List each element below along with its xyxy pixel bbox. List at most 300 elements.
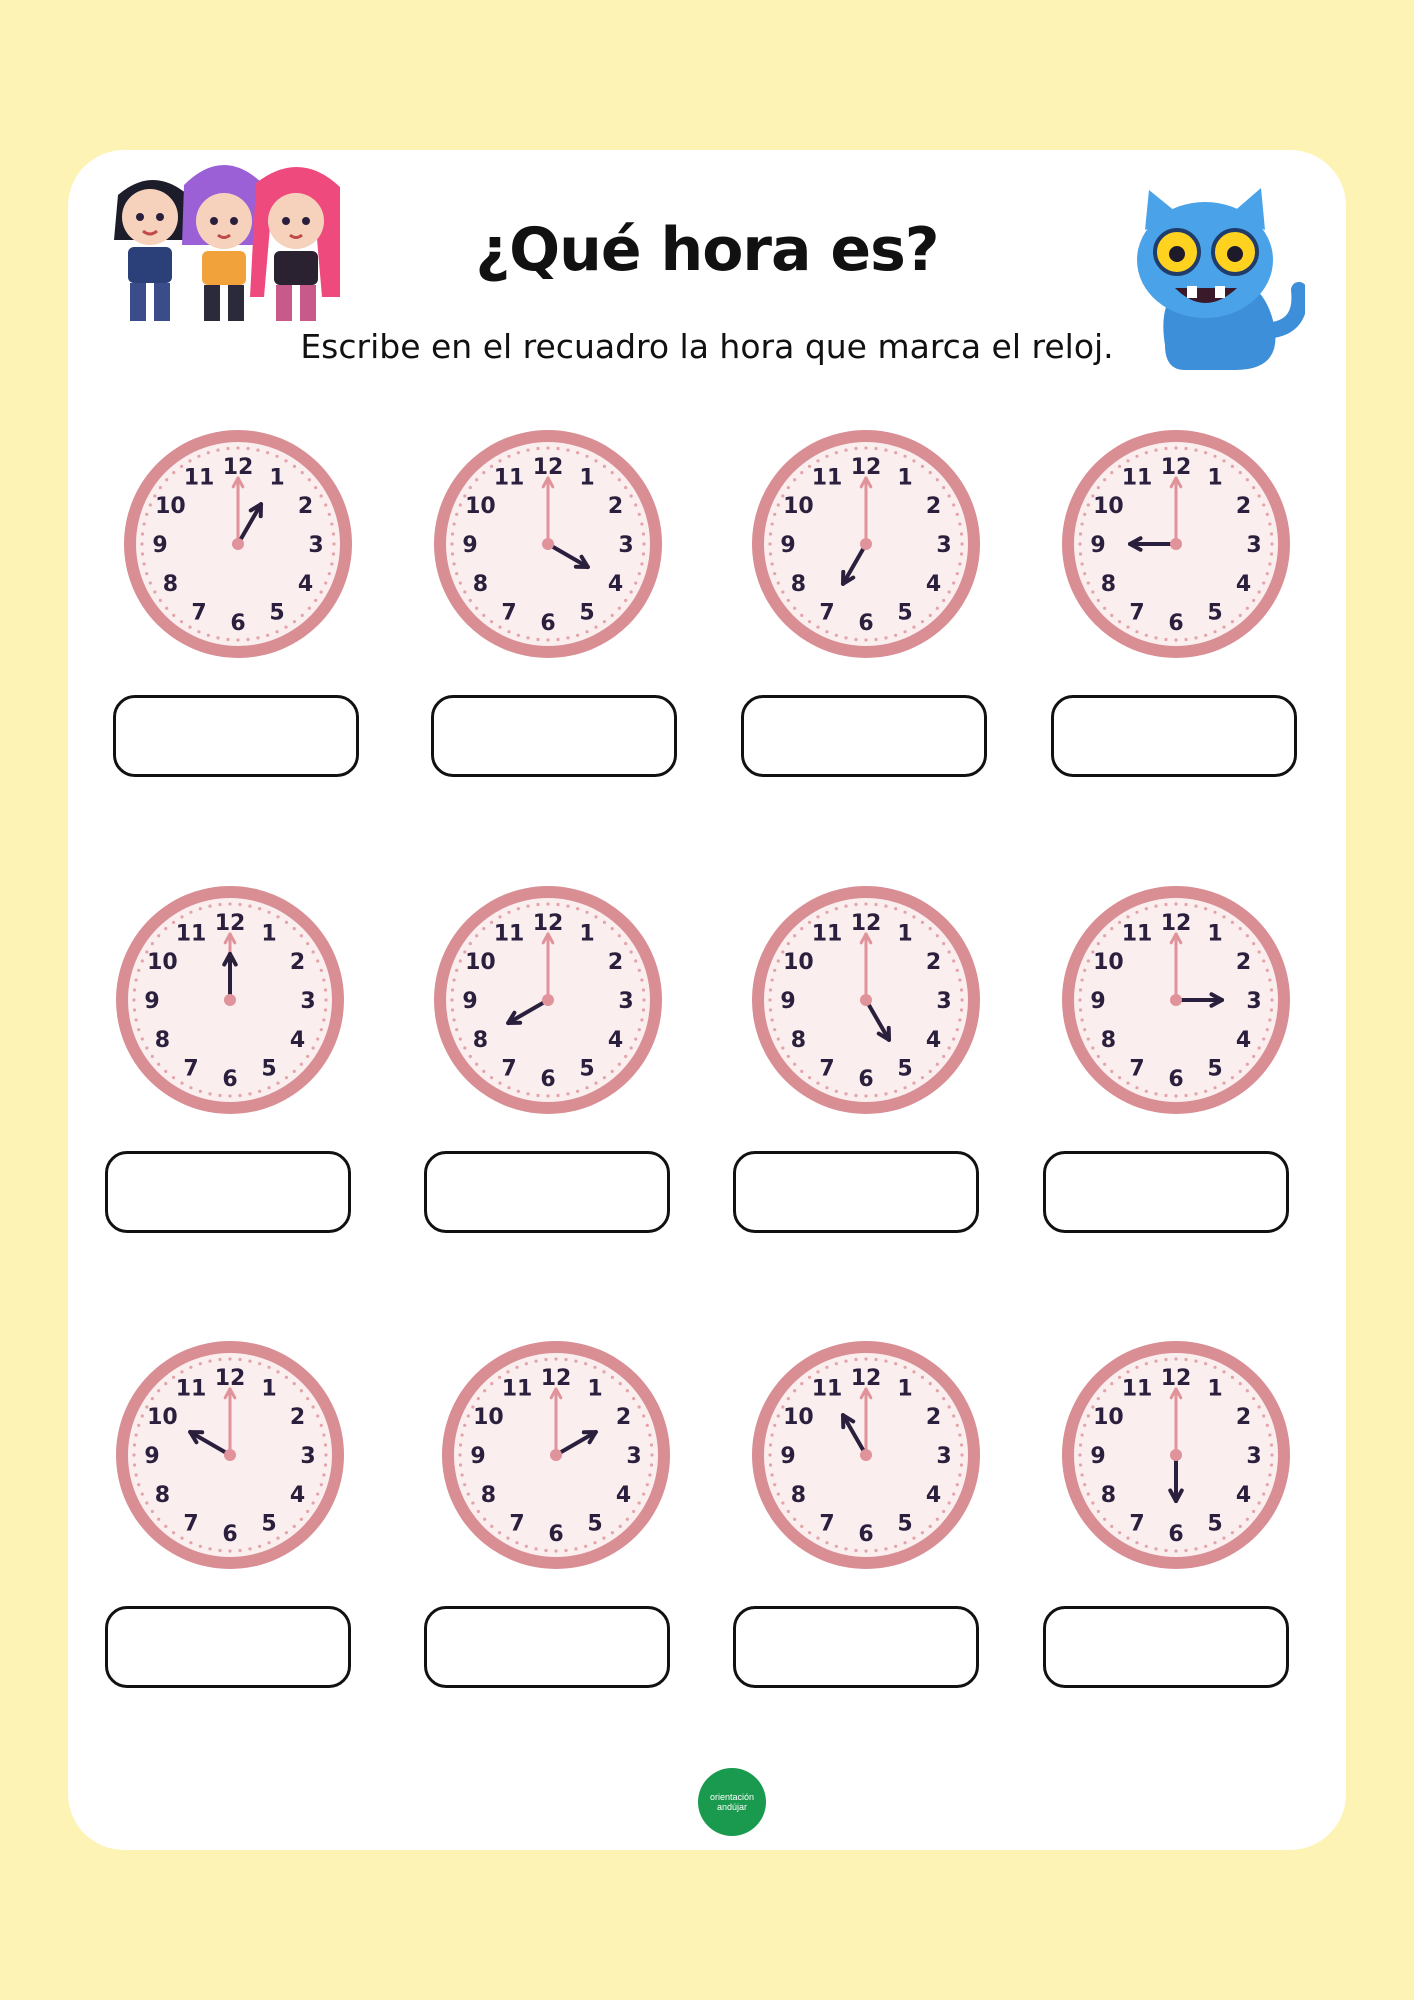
tick-mark [320,969,323,972]
tick-mark [574,1547,577,1550]
clock-number: 12 [1160,911,1192,936]
tick-mark [490,1076,493,1079]
tick-mark [1262,1414,1265,1417]
tick-mark [1222,915,1225,918]
tick-mark [960,1443,963,1446]
tick-mark [238,1358,241,1361]
tick-mark [1270,542,1273,545]
tick-mark [258,1545,261,1548]
clock-number: 5 [579,600,595,626]
tick-mark [275,630,278,633]
tick-mark [1222,1082,1225,1085]
clock-number: 7 [509,1511,525,1537]
tick-mark [808,1531,811,1534]
tick-mark [266,451,269,454]
tick-mark [921,1376,924,1379]
tick-mark [308,607,311,610]
tick-mark [1270,1453,1273,1456]
tick-mark [912,459,915,462]
tick-mark [141,1492,144,1495]
answer-box[interactable] [105,1151,351,1233]
tick-mark [208,904,211,907]
tick-mark [1080,1018,1083,1021]
tick-mark [517,634,520,637]
tick-mark [1270,988,1273,991]
tick-mark [507,911,510,914]
tick-mark [1246,1063,1249,1066]
clock-number: 9 [1090,989,1106,1014]
tick-mark [556,1094,559,1097]
clock [428,880,668,1120]
tick-mark [322,978,325,981]
clock-number: 7 [191,600,207,626]
tick-mark [1079,1443,1082,1446]
clock-number: 4 [289,1483,306,1508]
tick-mark [316,1414,319,1417]
clock-number: 8 [1100,1483,1117,1508]
clock-number: 6 [230,611,246,636]
tick-mark [948,950,951,953]
tick-mark [498,459,501,462]
tick-mark [603,921,606,924]
tick-mark [133,1443,136,1446]
tick-mark [455,969,458,972]
tick-mark [180,1370,183,1373]
tick-mark [844,1359,847,1362]
clock-number: 11 [811,1376,843,1402]
tick-mark [506,1537,509,1540]
clock-number: 10 [465,950,496,975]
tick-mark [134,1018,137,1021]
clock-face-7 [746,880,986,1120]
tick-mark [874,1094,877,1097]
tick-mark [1154,1359,1157,1362]
tick-mark [180,465,183,468]
tick-mark [1118,1376,1121,1379]
clock-number: 1 [1207,1376,1223,1402]
clock-number: 11 [183,465,215,491]
tick-mark [1231,921,1234,924]
tick-mark [450,542,453,545]
clock-number: 6 [540,1067,556,1092]
tick-mark [960,988,963,991]
tick-mark [921,465,924,468]
tick-mark [1194,448,1197,451]
tick-mark [638,969,641,972]
tick-mark [1213,455,1216,458]
tick-mark [903,455,906,458]
tick-mark [844,448,847,451]
clock-number: 10 [147,950,178,975]
tick-mark [293,620,296,623]
tick-mark [960,532,963,535]
tick-mark [844,1547,847,1550]
answer-box[interactable] [424,1606,670,1688]
tick-mark [1097,1055,1100,1058]
tick-mark [469,599,472,602]
tick-mark [151,1397,154,1400]
clock-number: 10 [1093,494,1124,519]
tick-mark [159,486,162,489]
tick-mark [958,1433,961,1436]
tick-mark [137,1424,140,1427]
tick-mark [1078,542,1081,545]
clock-number: 3 [936,533,952,558]
tick-mark [825,1366,828,1369]
tick-mark [603,465,606,468]
tick-mark [332,532,335,535]
tick-mark [793,1389,796,1392]
tick-mark [238,1094,241,1097]
tick-mark [777,581,780,584]
clock-number: 1 [587,1376,603,1402]
tick-mark [769,1443,772,1446]
tick-mark [141,552,144,555]
tick-mark [816,1370,819,1373]
clock-number: 8 [790,1483,807,1508]
tick-mark [525,1545,528,1548]
tick-mark [884,448,887,451]
tick-mark [208,1092,211,1095]
tick-mark [145,1501,148,1504]
tick-mark [1103,1063,1106,1066]
tick-mark [1118,1531,1121,1534]
tick-mark [1174,1549,1177,1552]
tick-mark [1080,522,1083,525]
clock-number: 12 [222,455,254,480]
tick-mark [1231,1531,1234,1534]
tick-mark [1110,1382,1113,1385]
tick-mark [929,1382,932,1385]
tick-mark [952,1037,955,1040]
tick-mark [546,446,549,449]
tick-mark [1231,620,1234,623]
tick-mark [458,1453,461,1456]
tick-mark [208,1359,211,1362]
answer-box[interactable] [1051,695,1297,777]
tick-mark [322,1018,325,1021]
tick-mark [646,1483,649,1486]
tick-mark [293,927,296,930]
answer-box[interactable] [741,695,987,777]
tick-mark [467,1414,470,1417]
tick-mark [921,1076,924,1079]
clock-number: 11 [1121,465,1153,491]
tick-mark [952,959,955,962]
tick-mark [455,1028,458,1031]
tick-mark [216,448,219,451]
tick-mark [960,1008,963,1011]
tick-mark [1079,988,1082,991]
tick-mark [787,599,790,602]
tick-mark [526,448,529,451]
tick-mark [1135,1541,1138,1544]
tick-mark [793,478,796,481]
tick-mark [189,911,192,914]
clock [110,1335,350,1575]
clock-center [860,538,872,550]
tick-mark [773,1483,776,1486]
tick-mark [1222,626,1225,629]
tick-mark [936,1063,939,1066]
answer-box[interactable] [424,1151,670,1233]
clock-number: 1 [261,921,277,947]
clock [1056,1335,1296,1575]
tick-mark [199,907,202,910]
clock-number: 7 [819,600,835,626]
clock-face-10 [436,1335,676,1575]
tick-mark [517,451,520,454]
tick-mark [498,915,501,918]
tick-mark [854,903,857,906]
tick-mark [1087,1414,1090,1417]
tick-mark [1246,1518,1249,1521]
tick-mark [1262,1492,1265,1495]
clock-number: 11 [493,465,525,491]
clock-number: 1 [579,921,595,947]
tick-mark [1126,1370,1129,1373]
tick-mark [1270,532,1273,535]
clock-number: 11 [1121,921,1153,947]
answer-box[interactable] [105,1606,351,1688]
tick-mark [197,630,200,633]
tick-mark [642,998,645,1001]
tick-mark [960,552,963,555]
clock-number: 1 [261,1376,277,1402]
tick-mark [1080,1473,1083,1476]
tick-mark [228,902,231,905]
tick-mark [285,1531,288,1534]
tick-mark [145,513,148,516]
tick-mark [800,614,803,617]
tick-mark [956,572,959,575]
tick-mark [515,1366,518,1369]
tick-mark [854,1094,857,1097]
tick-mark [948,1501,951,1504]
tick-mark [808,620,811,623]
tick-mark [293,1525,296,1528]
tick-mark [258,1090,261,1093]
clock-number: 4 [925,1483,942,1508]
clock [118,424,358,664]
clock-number: 8 [154,1028,171,1053]
tick-mark [324,988,327,991]
tick-mark [475,607,478,610]
clock-number: 3 [618,989,634,1014]
tick-mark [1126,1082,1129,1085]
clock-number: 2 [1235,494,1252,519]
tick-mark [507,455,510,458]
tick-mark [602,1370,605,1373]
tick-mark [770,522,773,525]
tick-mark [642,542,645,545]
tick-mark [854,638,857,641]
tick-mark [459,503,462,506]
clock-number: 12 [214,1366,246,1391]
tick-mark [1079,552,1082,555]
clock-number: 11 [811,465,843,491]
clock-number: 8 [790,572,807,597]
tick-mark [207,634,210,637]
tick-mark [942,599,945,602]
tick-mark [1270,1463,1273,1466]
tick-mark [777,1037,780,1040]
tick-mark [958,562,961,565]
tick-mark [903,1366,906,1369]
tick-mark [787,1397,790,1400]
tick-mark [248,904,251,907]
tick-mark [874,1549,877,1552]
tick-mark [151,1510,154,1513]
tick-mark [164,1525,167,1528]
tick-mark [576,634,579,637]
clock-number: 12 [850,1366,882,1391]
clock-number: 6 [1168,611,1184,636]
clock-number: 12 [1160,455,1192,480]
tick-mark [825,911,828,914]
answer-box[interactable] [733,1151,979,1233]
clock-number: 6 [858,611,874,636]
tick-mark [1184,1358,1187,1361]
tick-mark [1258,494,1261,497]
tick-mark [603,1076,606,1079]
tick-mark [228,1549,231,1552]
tick-mark [768,542,771,545]
clock-number: 9 [470,1444,486,1469]
tick-mark [844,636,847,639]
tick-mark [1266,1424,1269,1427]
tick-mark [1204,634,1207,637]
tick-mark [1091,590,1094,593]
tick-mark [874,903,877,906]
tick-mark [874,447,877,450]
clock-number: 2 [607,494,624,519]
tick-mark [1091,1501,1094,1504]
clock-number: 8 [154,1483,171,1508]
tick-mark [640,978,643,981]
tick-mark [960,542,963,545]
tick-mark [1145,907,1148,910]
tick-mark [921,620,924,623]
tick-mark [142,522,145,525]
tick-mark [490,921,493,924]
tick-mark [246,447,249,450]
tick-mark [576,907,579,910]
tick-mark [646,1424,649,1427]
tick-mark [1154,1092,1157,1095]
tick-mark [642,1492,645,1495]
tick-mark [825,1086,828,1089]
tick-mark [1091,1046,1094,1049]
tick-mark [1097,1397,1100,1400]
clock-number: 10 [465,494,496,519]
clock-number: 4 [1235,1028,1252,1053]
clock-center [224,1449,236,1461]
tick-mark [285,1376,288,1379]
tick-mark [1213,1086,1216,1089]
tick-mark [207,451,210,454]
tick-mark [1184,1094,1187,1097]
tick-mark [151,942,154,945]
tick-mark [324,1463,327,1466]
clock-number: 4 [289,1028,306,1053]
tick-mark [800,1525,803,1528]
tick-mark [942,942,945,945]
instruction-text: Escribe en el recuadro la hora que marca el reloj. [300,327,1114,366]
tick-mark [1246,478,1249,481]
tick-mark [463,590,466,593]
clock-number: 3 [1246,533,1262,558]
tick-mark [1087,1492,1090,1495]
answer-box[interactable] [1043,1606,1289,1688]
tick-mark [1110,471,1113,474]
clock-face-6 [428,880,668,1120]
clock-center [1170,538,1182,550]
tick-mark [632,1397,635,1400]
tick-mark [835,1545,838,1548]
tick-mark [948,1405,951,1408]
clock-number: 5 [261,1511,277,1537]
answer-box[interactable] [1043,1151,1289,1233]
clock-center [232,538,244,550]
tick-mark [777,503,780,506]
tick-mark [477,1510,480,1513]
tick-mark [912,1082,915,1085]
tick-mark [576,451,579,454]
clock-number: 1 [579,465,595,491]
tick-mark [1079,532,1082,535]
clock-number: 3 [1246,989,1262,1014]
tick-mark [1268,978,1271,981]
tick-mark [236,638,239,641]
tick-mark [1258,950,1261,953]
tick-mark [1097,599,1100,602]
tick-mark [576,1090,579,1093]
clock-number: 9 [780,533,796,558]
tick-mark [864,1357,867,1360]
tick-mark [773,1028,776,1031]
tick-mark [482,614,485,617]
tick-mark [1135,911,1138,914]
clock-number: 7 [1129,1511,1145,1537]
tick-mark [316,959,319,962]
tick-mark [1174,1357,1177,1360]
answer-box[interactable] [431,695,677,777]
tick-mark [936,934,939,937]
tick-mark [490,620,493,623]
answer-box[interactable] [733,1606,979,1688]
tick-mark [874,638,877,641]
tick-mark [1145,1362,1148,1365]
tick-mark [936,1518,939,1521]
tick-mark [808,1376,811,1379]
tick-mark [463,1046,466,1049]
clock-number: 10 [1093,950,1124,975]
answer-box[interactable] [113,695,359,777]
clock-number: 3 [936,1444,952,1469]
tick-mark [912,1537,915,1540]
tick-mark [948,494,951,497]
clock-number: 1 [1207,465,1223,491]
tick-mark [490,1525,493,1528]
clock-face-8 [1056,880,1296,1120]
tick-mark [936,1389,939,1392]
tick-mark [306,1397,309,1400]
tick-mark [1268,1018,1271,1021]
tick-mark [884,904,887,907]
clock-center [1170,1449,1182,1461]
tick-mark [1194,1092,1197,1095]
